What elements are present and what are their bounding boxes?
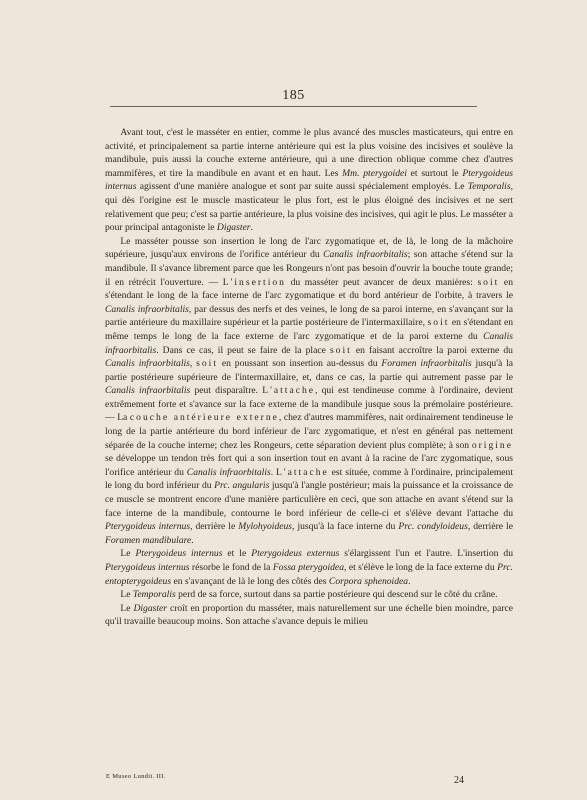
- text-run: peut disparaître.: [190, 385, 263, 397]
- italic-term: Digaster: [133, 602, 168, 614]
- text-run: s'élargissent l'un et l'autre. L'insertion du: [339, 548, 513, 560]
- italic-term: Temporalis: [467, 181, 511, 193]
- italic-term: Foramen infraorbitalis: [381, 358, 472, 370]
- spaced-emphasis: L'attache: [262, 385, 316, 397]
- spaced-emphasis: L'insertion: [222, 276, 286, 288]
- text-run: est située, comme à l'ordinaire, principalement le long du bord inférieur du: [105, 466, 514, 492]
- text-run: en s'étendant le long de la face interne de l'arc zygomatique et du bord antérieur de l'orbite, à travers le: [105, 276, 513, 302]
- italic-term: Pterygoideus internus: [135, 548, 223, 560]
- text-run: .: [408, 575, 411, 587]
- page-number: 185: [282, 88, 305, 103]
- footer-signature: E Museo Lundii. III.: [106, 773, 166, 780]
- text-run: croît en proportion du masséter, mais naturellement sur une échelle bien moindre, parce qu'il travaille beaucoup moins. Son attache s'avance depuis le milieu: [105, 602, 513, 628]
- italic-term: Pterygoideus internus: [105, 521, 191, 533]
- text-run: Le: [120, 589, 133, 601]
- paragraph-3: [105, 547, 513, 588]
- text-run: . Dans ce cas, il peut se faire de la place: [156, 344, 330, 356]
- italic-term: Prc. entopterygoideus: [105, 562, 513, 587]
- text-run: Avant tout, c'est le masséter en entier, comme le plus avancé des muscles masticateurs, qui entre en activité, et principalement sa partie interne antérieure qui est la plus voisine des incisives et soulève la mandibule, puis aussi la couche externe antérieure, qui a une direction oblique comme chez d'autres mammifères, et tire la mandibule en avant et en haut. Les: [105, 127, 513, 179]
- text-run: jusqu'à l'angle postérieur; mais la puissance et la croissance de ce muscle se montrent encore d'une manière particulière en ceci, que son attache en avant s'étend sur la face interne de la mandibule, contourne le bord inférieur de celle-ci et s'élève devant l'attache du: [105, 480, 514, 519]
- italic-term: Digaster: [216, 222, 251, 234]
- italic-term: Canalis infraorbitalis: [105, 330, 513, 356]
- italic-term: Mm. pterygoidei: [342, 167, 407, 179]
- paragraph-1: [105, 126, 513, 235]
- text-run: , qui est tendineuse comme à l'ordinaire, devient extrêmement forte et s'avance sur la face externe de la mandibule jusque sous la prémolaire postérieure. — La: [105, 385, 513, 424]
- text-run: ,: [189, 358, 197, 370]
- text-run: , et s'élève le long de la face externe du: [344, 562, 498, 573]
- text-run: , qui dès l'origine est le muscle masticateur le plus fort, est le plus éloigné des incisives et ne sert relativement que peu; c'est sa partie antérieure, la plus voisine des incisives, qui agit le plus. Le masséter a pour principal antagoniste le: [105, 181, 513, 234]
- italic-term: Pterygoideus internus: [105, 167, 513, 193]
- text-run: , derrière le: [190, 521, 239, 533]
- footer-sheet-number: 24: [454, 775, 464, 786]
- text-run: , chez d'autres mammifères, nait ordinairement tendineuse le long de la partie antérieure du bord inférieur de l'arc zygomatique, et n'est en général pas nettement séparée de la couche interne; chez les Rongeurs, cette séparation devient plus complète; à son: [105, 412, 513, 451]
- italic-term: Canalis infraorbitalis: [105, 358, 190, 370]
- text-run: et le: [222, 548, 252, 560]
- text-run: du masséter peut avancer de deux manières:: [285, 276, 478, 288]
- text-run: , derrière le: [467, 521, 513, 533]
- text-run: Le masséter pousse son insertion le long de l'arc zygomatique et, de là, le long de la mâchoire supérieure, jusqu'aux environs de l'orifice antérieur du: [105, 235, 513, 261]
- italic-term: Prc. angularis: [214, 480, 270, 492]
- text-run: Le: [120, 602, 134, 614]
- text-run: en faisant accroître la paroi externe du: [351, 344, 513, 356]
- italic-term: Prc. condyloideus: [398, 521, 468, 533]
- text-run: agissent d'une manière analogue et sont par suite aussi spécialement employés. Le: [136, 181, 468, 193]
- spaced-emphasis: soit: [329, 344, 352, 356]
- italic-term: Foramen mandibulare: [105, 534, 192, 546]
- paragraph-2: [105, 235, 513, 548]
- spaced-emphasis: couche antérieure externe: [129, 412, 279, 424]
- italic-term: Corpora sphenoidea: [328, 575, 409, 587]
- text-run: .: [250, 222, 253, 234]
- paragraph-4: [105, 588, 513, 602]
- italic-term: Canalis infraorbitalis: [323, 249, 408, 261]
- italic-term: Canalis infraorbitalis: [186, 466, 271, 478]
- spaced-emphasis: soit: [477, 276, 500, 288]
- italic-term: Canalis infraorbitalis: [105, 385, 191, 397]
- italic-term: Pterygoideus internus: [105, 562, 190, 573]
- italic-term: Fossa pterygoidea: [272, 562, 344, 573]
- spaced-emphasis: L'attache: [276, 466, 329, 478]
- text-run: en s'avançant de là le long des côtés des: [171, 575, 329, 587]
- text-run: , jusqu'à la face interne du: [292, 521, 399, 533]
- text-run: résorbe le fond de la: [189, 562, 273, 573]
- header-rule: [110, 106, 477, 107]
- italic-term: Pterygoideus externus: [251, 548, 340, 560]
- text-run: Le: [120, 548, 136, 560]
- text-run: en poussant son insertion au-dessus du: [218, 358, 382, 370]
- italic-term: Temporalis: [132, 589, 176, 601]
- spaced-emphasis: origine: [471, 439, 513, 451]
- italic-term: Canalis infraorbitalis: [105, 303, 189, 315]
- spaced-emphasis: soit: [427, 317, 450, 329]
- text-run: en s'étendant en même temps le long de la face externe de l'arc zygomatique et de la paroi externe du: [105, 317, 514, 342]
- text-run: .: [191, 534, 194, 546]
- text-run: et surtout le: [406, 167, 463, 179]
- text-run: .: [270, 466, 277, 478]
- text-run: ; son attache s'étend sur la mandibule. Il s'avance librement parce que les Rongeurs n'ont pas besoin d'ouvrir la bouche toute grande; il en rétrécit l'ouverture. —: [105, 249, 513, 288]
- spaced-emphasis: soit: [196, 358, 219, 370]
- text-run: perd de sa force, surtout dans sa partie postérieure qui descend sur le côté du crâne.: [175, 589, 498, 601]
- italic-term: Mylohyoideus: [238, 521, 293, 533]
- text-run: se développe un tendon très fort qui a son insertion tout en avant à la racine de l'arc zygomatique, sous l'orifice antérieur du: [105, 453, 513, 478]
- text-run: jusqu'à la partie postérieure supérieure de l'intermaxillaire, et, dans ce cas, la partie qui autrement passe par le: [105, 358, 513, 383]
- text-run: , par dessus des nerfs et des veines, le long de sa paroi interne, en s'avançant sur la partie antérieure du maxillaire supérieur et la partie postérieure de l'intermaxillaire,: [105, 303, 513, 329]
- body-text: [105, 126, 513, 629]
- paragraph-5: [105, 602, 513, 629]
